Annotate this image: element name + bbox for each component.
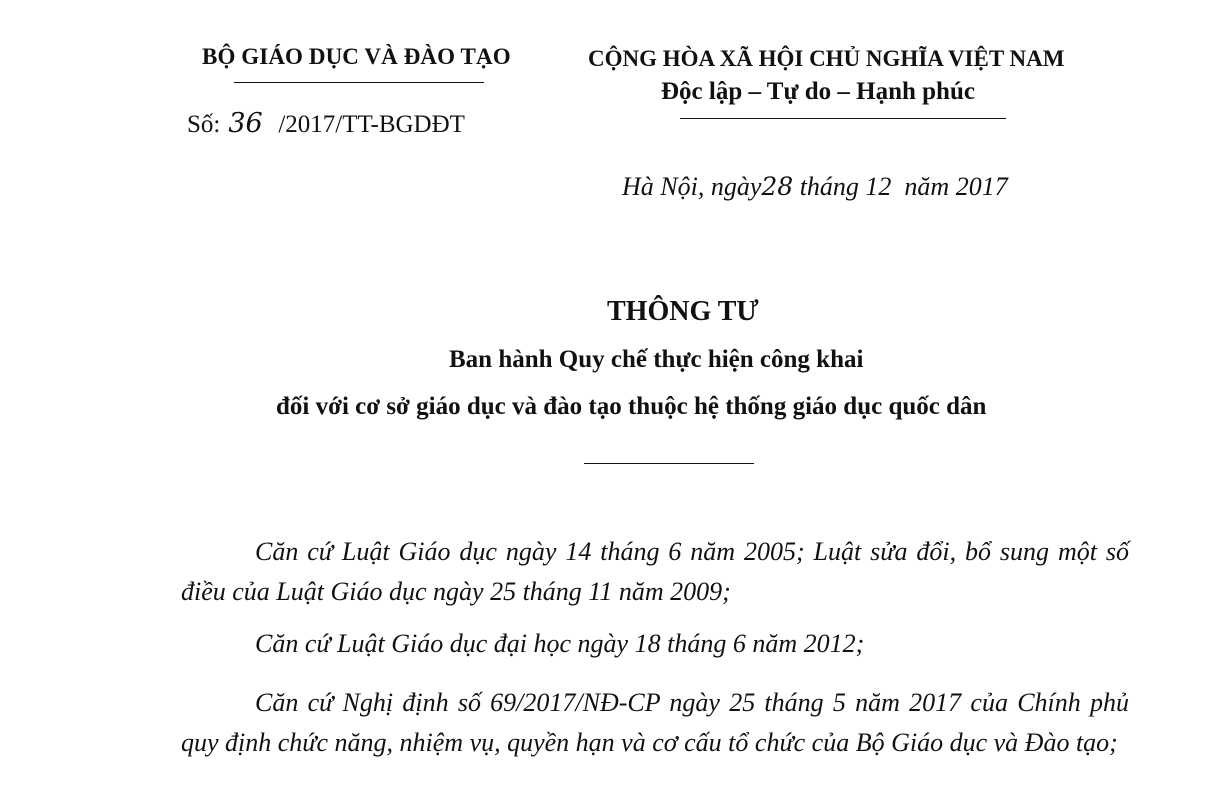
title-divider — [584, 463, 754, 464]
issue-date-day-handwritten: 28 — [761, 172, 794, 201]
document-subtitle-line2: đối với cơ sở giáo dục và đào tạo thuộc hệ thống giáo dục quốc dân — [276, 393, 987, 420]
document-number-handwritten: 36 — [228, 108, 263, 139]
issue-date — [622, 172, 1008, 202]
document-type-title: THÔNG TƯ — [607, 296, 759, 327]
body-paragraph: Căn cứ Luật Giáo dục đại học ngày 18 tháng 6 năm 2012; — [255, 629, 865, 658]
document-subtitle-line1: Ban hành Quy chế thực hiện công khai — [449, 346, 864, 373]
ministry-underline — [234, 82, 484, 83]
body-paragraph: Căn cứ Nghị định số 69/2017/NĐ-CP ngày 25 tháng 5 năm 2017 của Chính phủ quy định chức năng, nhiệm vụ, quyền hạn và cơ cấu tổ chức của Bộ Giáo dục và Đào tạo; — [181, 688, 1129, 757]
document-number-prefix: Số: — [187, 111, 221, 138]
motto-underline — [680, 118, 1006, 119]
issue-date-prefix: Hà Nội, ngày — [622, 172, 762, 201]
republic-name: CỘNG HÒA XÃ HỘI CHỦ NGHĨA VIỆT NAM — [588, 46, 1065, 71]
ministry-name: BỘ GIÁO DỤC VÀ ĐÀO TẠO — [202, 44, 511, 69]
document-number — [187, 108, 465, 139]
document-number-suffix: /2017/TT-BGDĐT — [278, 111, 465, 138]
body-paragraph: Căn cứ Luật Giáo dục ngày 14 tháng 6 năm 2005; Luật sửa đổi, bổ sung một số điều của Luật Giáo dục ngày 25 tháng 11 năm 2009; — [181, 537, 1129, 606]
national-motto: Độc lập – Tự do – Hạnh phúc — [661, 78, 975, 105]
issue-date-suffix: tháng 12 năm 2017 — [793, 172, 1008, 201]
